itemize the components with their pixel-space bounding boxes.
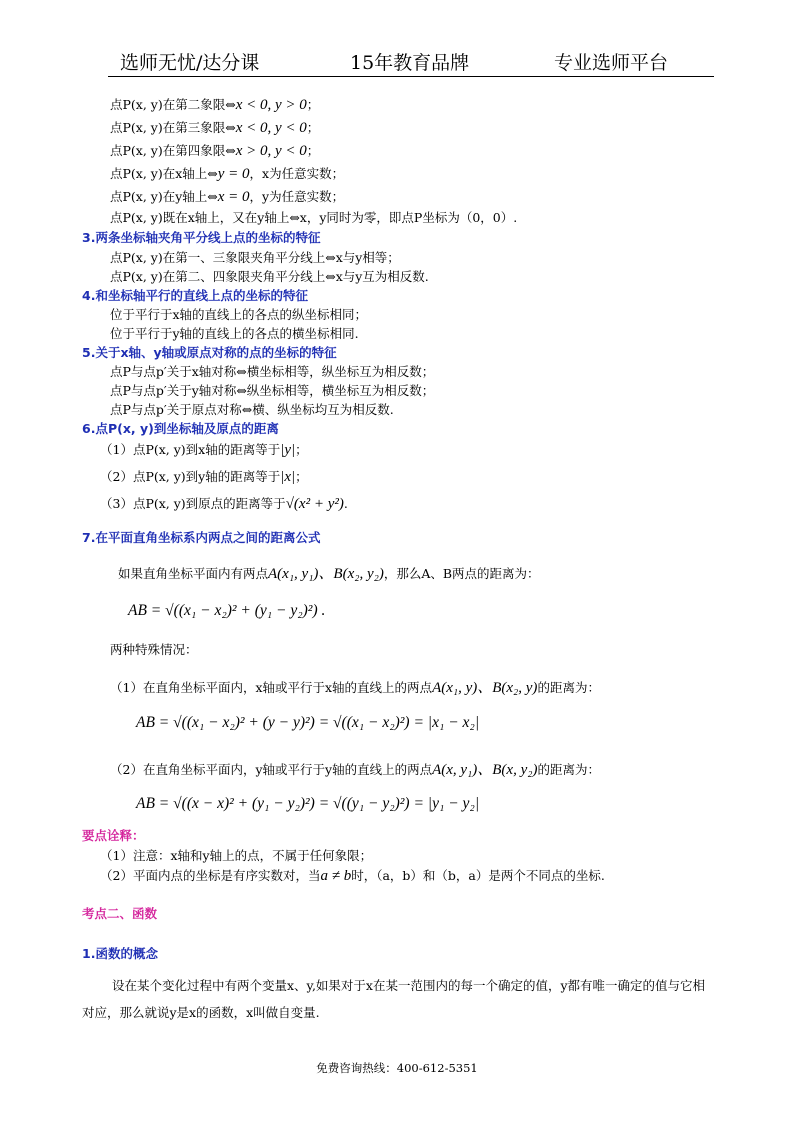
section-7-title: 7.在平面直角坐标系内两点之间的距离公式 — [82, 530, 321, 545]
notes-title: 要点诠释： — [82, 828, 145, 843]
special-cases-label: 两种特殊情况： — [110, 642, 198, 657]
section-3-line-2: 点P(x, y)在第二、四象限夹角平分线上⇔x与y互为相反数. — [110, 269, 429, 284]
section-6-line-2: （2）点P(x, y)到y轴的距离等于|x|； — [100, 469, 308, 485]
section-4-line-1: 位于平行于x轴的直线上的各点的纵坐标相同； — [110, 307, 368, 322]
header-slogan: 15年教育品牌 — [350, 52, 470, 74]
line-quadrant-3: 点P(x, y)在第三象限⇔x < 0, y < 0； — [110, 120, 320, 136]
section-7-intro: 如果直角坐标平面内有两点A(x₁, y₁)、B(x₂, y₂)，那么A、B两点的距离为： — [118, 566, 540, 582]
line-y-axis: 点P(x, y)在y轴上⇔x = 0，y为任意实数； — [110, 189, 345, 205]
section-3-line-1: 点P(x, y)在第一、三象限夹角平分线上⇔x与y相等； — [110, 250, 400, 265]
header-platform: 专业选师平台 — [554, 52, 669, 74]
part-2-title: 考点二、函数 — [82, 906, 158, 921]
page-header — [108, 48, 714, 77]
case-2-formula: AB = √((x − x)² + (y₁ − y₂)²) = √((y₁ − y₂)²) = |y₁ − y₂| — [136, 795, 480, 812]
section-4-line-2: 位于平行于y轴的直线上的各点的横坐标相同. — [110, 326, 359, 341]
footer-hotline: 免费咨询热线：400-612-5351 — [316, 1061, 478, 1075]
header-brand: 选师无忧/达分课 — [120, 52, 260, 74]
section-5-title: 5.关于x轴、y轴或原点对称的点的坐标的特征 — [82, 345, 337, 360]
note-2: （2）平面内点的坐标是有序实数对，当a ≠ b时，（a，b）和（b，a）是两个不同点的坐标. — [100, 868, 605, 884]
line-x-axis: 点P(x, y)在x轴上⇔y = 0，x为任意实数； — [110, 166, 345, 182]
section-5-line-2: 点P与点p′关于y轴对称⇔纵坐标相等，横坐标互为相反数； — [110, 383, 435, 398]
case-1-formula: AB = √((x₁ − x₂)² + (y − y)²) = √((x₁ − x₂)²) = |x₁ − x₂| — [136, 714, 480, 731]
section-6-title: 6.点P(x, y)到坐标轴及原点的距离 — [82, 421, 279, 436]
part-2-subtitle: 1.函数的概念 — [82, 946, 158, 961]
line-quadrant-4: 点P(x, y)在第四象限⇔x > 0, y < 0； — [110, 143, 320, 159]
case-1-text: （1）在直角坐标平面内，x轴或平行于x轴的直线上的两点A(x₁, y)、B(x₂, y)的距离为： — [110, 680, 600, 696]
line-quadrant-2: 点P(x, y)在第二象限⇔x < 0, y > 0； — [110, 97, 320, 113]
section-6-line-3: （3）点P(x, y)到原点的距离等于√(x² + y²). — [100, 496, 348, 512]
section-4-title: 4.和坐标轴平行的直线上点的坐标的特征 — [82, 288, 308, 303]
function-definition: 设在某个变化过程中有两个变量x、y,如果对于x在某一范围内的每一个确定的值，y都有唯一确定的值与它相对应，那么就说y是x的函数，x叫做自变量. — [82, 978, 706, 1020]
distance-formula: AB = √((x₁ − x₂)² + (y₁ − y₂)²) . — [128, 602, 326, 619]
section-6-line-1: （1）点P(x, y)到x轴的距离等于|y|； — [100, 442, 308, 458]
section-5-line-1: 点P与点p′关于x轴对称⇔横坐标相等，纵坐标互为相反数； — [110, 364, 435, 379]
section-5-line-3: 点P与点p′关于原点对称⇔横、纵坐标均互为相反数. — [110, 402, 394, 417]
case-2-text: （2）在直角坐标平面内，y轴或平行于y轴的直线上的两点A(x, y₁)、B(x, y₂)的距离为： — [110, 762, 600, 778]
note-1: （1）注意：x轴和y轴上的点，不属于任何象限； — [100, 848, 373, 863]
section-3-title: 3.两条坐标轴夹角平分线上点的坐标的特征 — [82, 230, 321, 245]
line-origin: 点P(x, y)既在x轴上，又在y轴上⇔x，y同时为零，即点P坐标为（0，0）. — [110, 210, 518, 225]
